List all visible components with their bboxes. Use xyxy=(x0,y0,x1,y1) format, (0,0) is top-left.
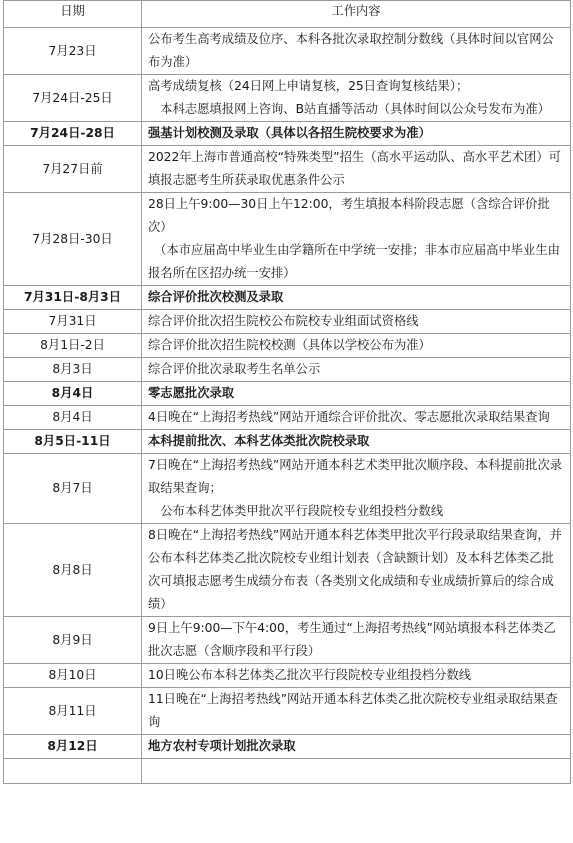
section-row xyxy=(4,382,571,406)
date-cell: 7月31日-8月3日 xyxy=(4,286,142,310)
content-cell xyxy=(142,454,571,524)
content-line: 高考成绩复核（24日网上申请复核，25日查询复核结果）； xyxy=(148,79,469,93)
content-line: 7日晚在“上海招考热线”网站开通本科艺术类甲批次顺序段、本科提前批次录取结果查询； xyxy=(148,458,563,495)
content-cell: 10日晚公布本科艺体类乙批次平行段院校专业组投档分数线 xyxy=(142,664,571,688)
date-cell: 7月31日 xyxy=(4,310,142,334)
content-cell: 4日晚在“上海招考热线”网站开通综合评价批次、零志愿批次录取结果查询 xyxy=(142,406,571,430)
table-row xyxy=(4,688,571,735)
admission-schedule-table xyxy=(3,0,571,784)
date-cell: 8月4日 xyxy=(4,406,142,430)
date-cell: 7月24日-25日 xyxy=(4,75,142,122)
content-cell: 公布考生高考成绩及位序、本科各批次录取控制分数线（具体时间以官网公布为准） xyxy=(142,28,571,75)
content-line: 本科志愿填报网上咨询、B站直播等活动（具体时间以公众号发布为准） xyxy=(148,102,550,116)
section-row xyxy=(4,286,571,310)
content-cell xyxy=(142,75,571,122)
date-cell: 8月10日 xyxy=(4,664,142,688)
content-cell: 9日上午9:00—下午4:00，考生通过“上海招考热线”网站填报本科艺体类乙批次志愿（含顺序段和平行段） xyxy=(142,617,571,664)
table-row xyxy=(4,454,571,524)
date-cell: 8月5日-11日 xyxy=(4,430,142,454)
table-row xyxy=(4,75,571,122)
content-cell: 综合评价批次招生院校公布院校专业组面试资格线 xyxy=(142,310,571,334)
content-cell: 2022年上海市普通高校“特殊类型”招生（高水平运动队、高水平艺术团）可填报志愿考生所获录取优惠条件公示 xyxy=(142,146,571,193)
table-header-row xyxy=(4,1,571,28)
date-cell: 8月8日 xyxy=(4,524,142,617)
content-cell: 本科提前批次、本科艺体类批次院校录取 xyxy=(142,430,571,454)
header-date: 日期 xyxy=(4,1,142,28)
table-row xyxy=(4,28,571,75)
table-row xyxy=(4,524,571,617)
content-cell: 地方农村专项计划批次录取 xyxy=(142,735,571,759)
content-line: 28日上午9:00—30日上午12:00，考生填报本科阶段志愿（含综合评价批次） xyxy=(148,197,550,234)
content-cell: 综合评价批次招生院校校测（具体以学校公布为准） xyxy=(142,334,571,358)
table-row xyxy=(4,406,571,430)
table-row xyxy=(4,664,571,688)
content-cell: 零志愿批次录取 xyxy=(142,382,571,406)
content-cell xyxy=(142,193,571,286)
date-cell: 8月4日 xyxy=(4,382,142,406)
content-cell: 8日晚在“上海招考热线”网站开通本科艺体类甲批次平行段录取结果查询，并公布本科艺体类乙批次院校专业组计划表（含缺额计划）及本科艺体类乙批次可填报志愿考生成绩分布表（各类别文化成绩和专业成绩折算后的综合成绩） xyxy=(142,524,571,617)
table-row xyxy=(4,193,571,286)
table-row xyxy=(4,617,571,664)
date-cell: 7月27日前 xyxy=(4,146,142,193)
content-cell: 综合评价批次录取考生名单公示 xyxy=(142,358,571,382)
date-cell: 8月11日 xyxy=(4,688,142,735)
content-line: 公布本科艺体类甲批次平行段院校专业组投档分数线 xyxy=(148,504,444,518)
date-cell: 8月7日 xyxy=(4,454,142,524)
section-row xyxy=(4,735,571,759)
table-row xyxy=(4,334,571,358)
table-body xyxy=(4,28,571,784)
table-row xyxy=(4,310,571,334)
content-cell xyxy=(142,759,571,784)
section-row xyxy=(4,122,571,146)
header-content: 工作内容 xyxy=(142,1,571,28)
date-cell: 8月1日-2日 xyxy=(4,334,142,358)
date-cell: 7月24日-28日 xyxy=(4,122,142,146)
content-cell: 综合评价批次校测及录取 xyxy=(142,286,571,310)
table-row xyxy=(4,146,571,193)
content-cell: 11日晚在“上海招考热线”网站开通本科艺体类乙批次院校专业组录取结果查询 xyxy=(142,688,571,735)
date-cell: 8月9日 xyxy=(4,617,142,664)
content-cell: 强基计划校测及录取（具体以各招生院校要求为准） xyxy=(142,122,571,146)
content-line: （本市应届高中毕业生由学籍所在中学统一安排；非本市应届高中毕业生由报名所在区招办统一安排） xyxy=(148,243,560,280)
date-cell: 7月23日 xyxy=(4,28,142,75)
date-cell xyxy=(4,759,142,784)
date-cell: 7月28日-30日 xyxy=(4,193,142,286)
table-row xyxy=(4,358,571,382)
section-row xyxy=(4,430,571,454)
date-cell: 8月12日 xyxy=(4,735,142,759)
date-cell: 8月3日 xyxy=(4,358,142,382)
table-row-partial xyxy=(4,759,571,784)
